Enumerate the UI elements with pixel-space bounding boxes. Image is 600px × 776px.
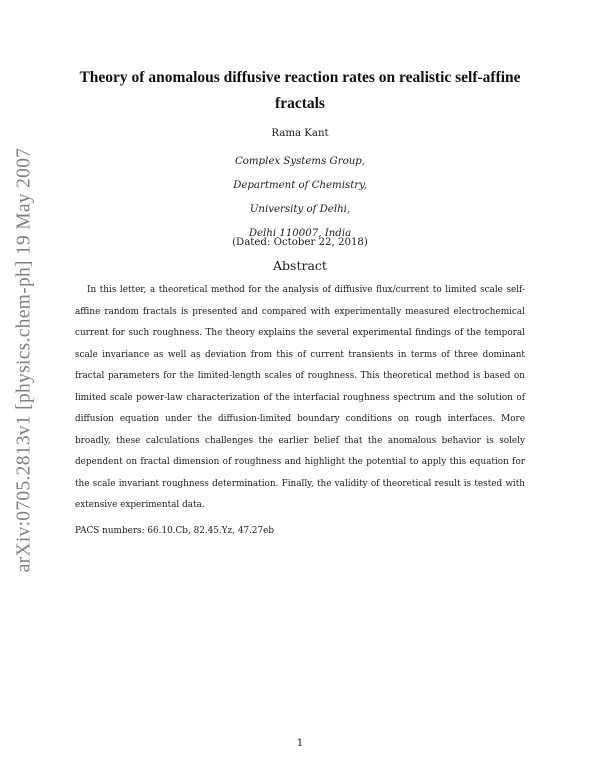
abstract-heading: Abstract: [273, 258, 327, 273]
arxiv-side-identifier: [3, 145, 45, 575]
arxiv-identifier-text: arXiv:0705.2813v1 [physics.chem-ph] 19 May 2007: [13, 147, 34, 573]
title-line-1: Theory of anomalous diffusive reaction rates on realistic self-affine: [79, 69, 521, 86]
title-line-2: fractals: [275, 95, 325, 112]
paper-title: [60, 65, 540, 117]
author-name: Rama Kant: [271, 128, 329, 139]
pacs-numbers: PACS numbers: 66.10.Cb, 82.45.Yz, 47.27eb: [75, 526, 275, 536]
abstract-body: [75, 280, 525, 517]
dated-line: (Dated: October 22, 2018): [232, 237, 368, 248]
affiliation-line: Complex Systems Group,: [234, 156, 366, 167]
affiliation: [150, 150, 450, 246]
abstract-paragraph: In this letter, a theoretical method for the analysis of diffusive flux/current to limited scale self-affine random fractals is presented and compared with experimentally measured electrochemical current for such roughness. The theory explains the several experimental findings of the temporal scale invariance as well as deviation from this of current transients in terms of three dominant fractal parameters for the limited-length scales of roughness. This theoretical method is based on limited scale power-law characterization of the interfacial roughness spectrum and the solution of diffusion equation under the diffusion-limited boundary conditions on rough interfaces. More broadly, these calculations challenges the earlier belief that the anomalous behavior is solely dependent on fractal dimension of roughness and highlight the potential to apply this equation for the scale invariant roughness determination. Finally, the validity of theoretical result is tested with extensive experimental data.: [75, 285, 525, 510]
page-number: 1: [296, 738, 304, 749]
affiliation-line: Delhi 110007, India: [248, 228, 352, 239]
affiliation-line: University of Delhi,: [249, 204, 351, 215]
affiliation-line: Department of Chemistry,: [233, 180, 367, 191]
